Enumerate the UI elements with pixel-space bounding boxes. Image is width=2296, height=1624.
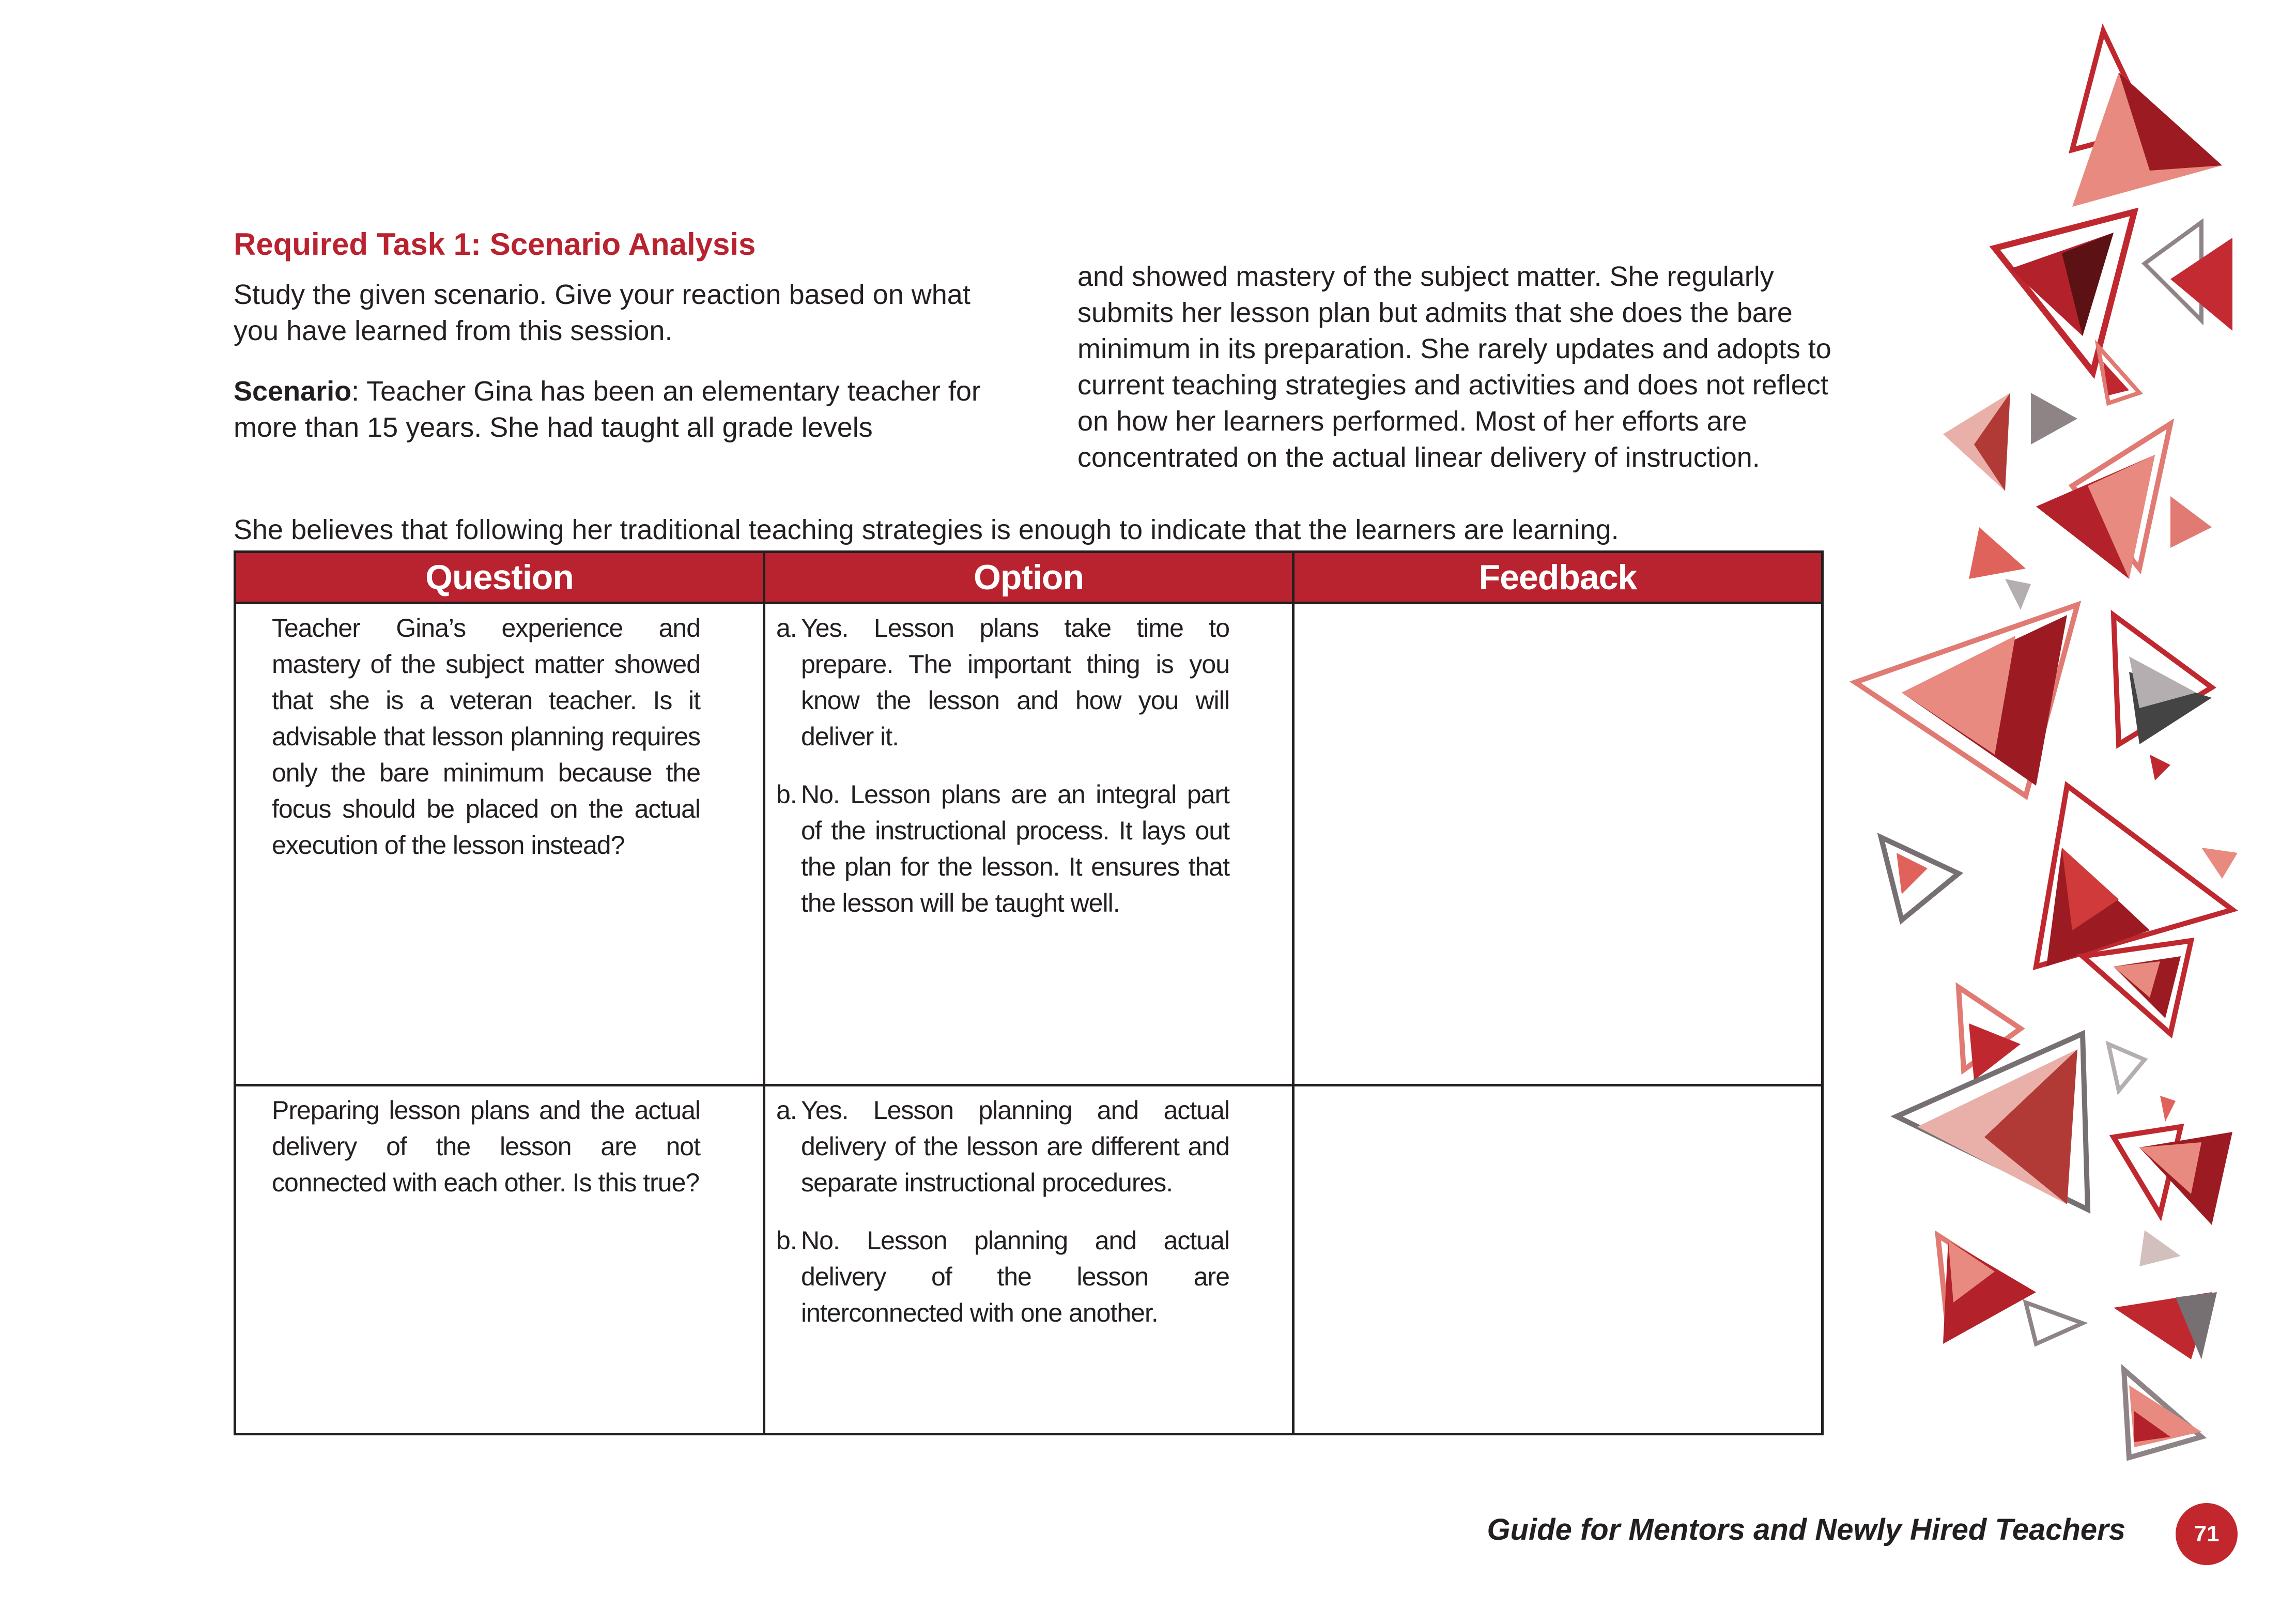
option-letter: b. <box>776 780 797 809</box>
option-text: Yes. Lesson plans take time to prepare. The important thing is you know the lesson and how you will deliver it. <box>801 614 1229 751</box>
option-item <box>776 776 1229 921</box>
option-letter: a. <box>776 1096 797 1125</box>
page-number: 71 <box>2176 1503 2238 1565</box>
scenario-label: Scenario <box>234 376 352 407</box>
option-text: No. Lesson plans are an integral part of the instructional process. It lays out the plan for the lesson. It ensures that the lesson will be taught well. <box>801 780 1229 917</box>
option-cell <box>764 603 1293 1085</box>
option-cell <box>764 1085 1293 1434</box>
header-option: Option <box>764 552 1293 603</box>
question-text: Teacher Gina’s experience and mastery of the subject matter showed that she is a veteran teacher. Is it advisable that lesson planning requires only the bare minimum because the focus should be placed on the actual execution of the lesson instead? <box>272 614 700 860</box>
header-feedback: Feedback <box>1293 552 1823 603</box>
scenario-continued: She believes that following her traditional teaching strategies is enough to indicate that the learners are learning. <box>234 514 1619 545</box>
question-text: Preparing lesson plans and the actual delivery of the lesson are not connected with each other. Is this true? <box>272 1096 700 1197</box>
footer-title: Guide for Mentors and Newly Hired Teachers <box>1487 1513 2125 1546</box>
option-letter: a. <box>776 614 797 642</box>
feedback-cell[interactable] <box>1293 603 1823 1085</box>
scenario-column-two: and showed mastery of the subject matter. She regularly submits her lesson plan but admits that she does the bare minimum in its preparation. She rarely updates and adopts to current teaching strategies and activities and does not reflect on how her learners performed. Most of her efforts are concentrated on the actual linear delivery of instruction. <box>1077 261 1831 473</box>
feedback-cell[interactable] <box>1293 1085 1823 1434</box>
task-heading: Required Task 1: Scenario Analysis <box>234 227 756 262</box>
option-text: Yes. Lesson planning and actual delivery of the lesson are different and separate instructional procedures. <box>801 1096 1229 1197</box>
option-text: No. Lesson planning and actual delivery of the lesson are interconnected with one another. <box>801 1226 1229 1327</box>
option-item <box>776 1092 1229 1201</box>
question-cell <box>235 1085 764 1434</box>
table-header-row <box>235 552 1823 603</box>
option-item <box>776 610 1229 755</box>
table-row <box>235 603 1823 1085</box>
table-row <box>235 1085 1823 1434</box>
scenario-paragraph <box>234 373 1019 446</box>
option-item <box>776 1222 1229 1331</box>
option-letter: b. <box>776 1226 797 1255</box>
question-cell <box>235 603 764 1085</box>
scenario-table <box>234 550 1824 1435</box>
decorative-triangles <box>1840 21 2253 1509</box>
intro-text: Study the given scenario. Give your reaction based on what you have learned from this session. <box>234 279 970 346</box>
header-question: Question <box>235 552 764 603</box>
scenario-text: : Teacher Gina has been an elementary teacher for more than 15 years. She had taught all grade levels <box>234 376 981 443</box>
